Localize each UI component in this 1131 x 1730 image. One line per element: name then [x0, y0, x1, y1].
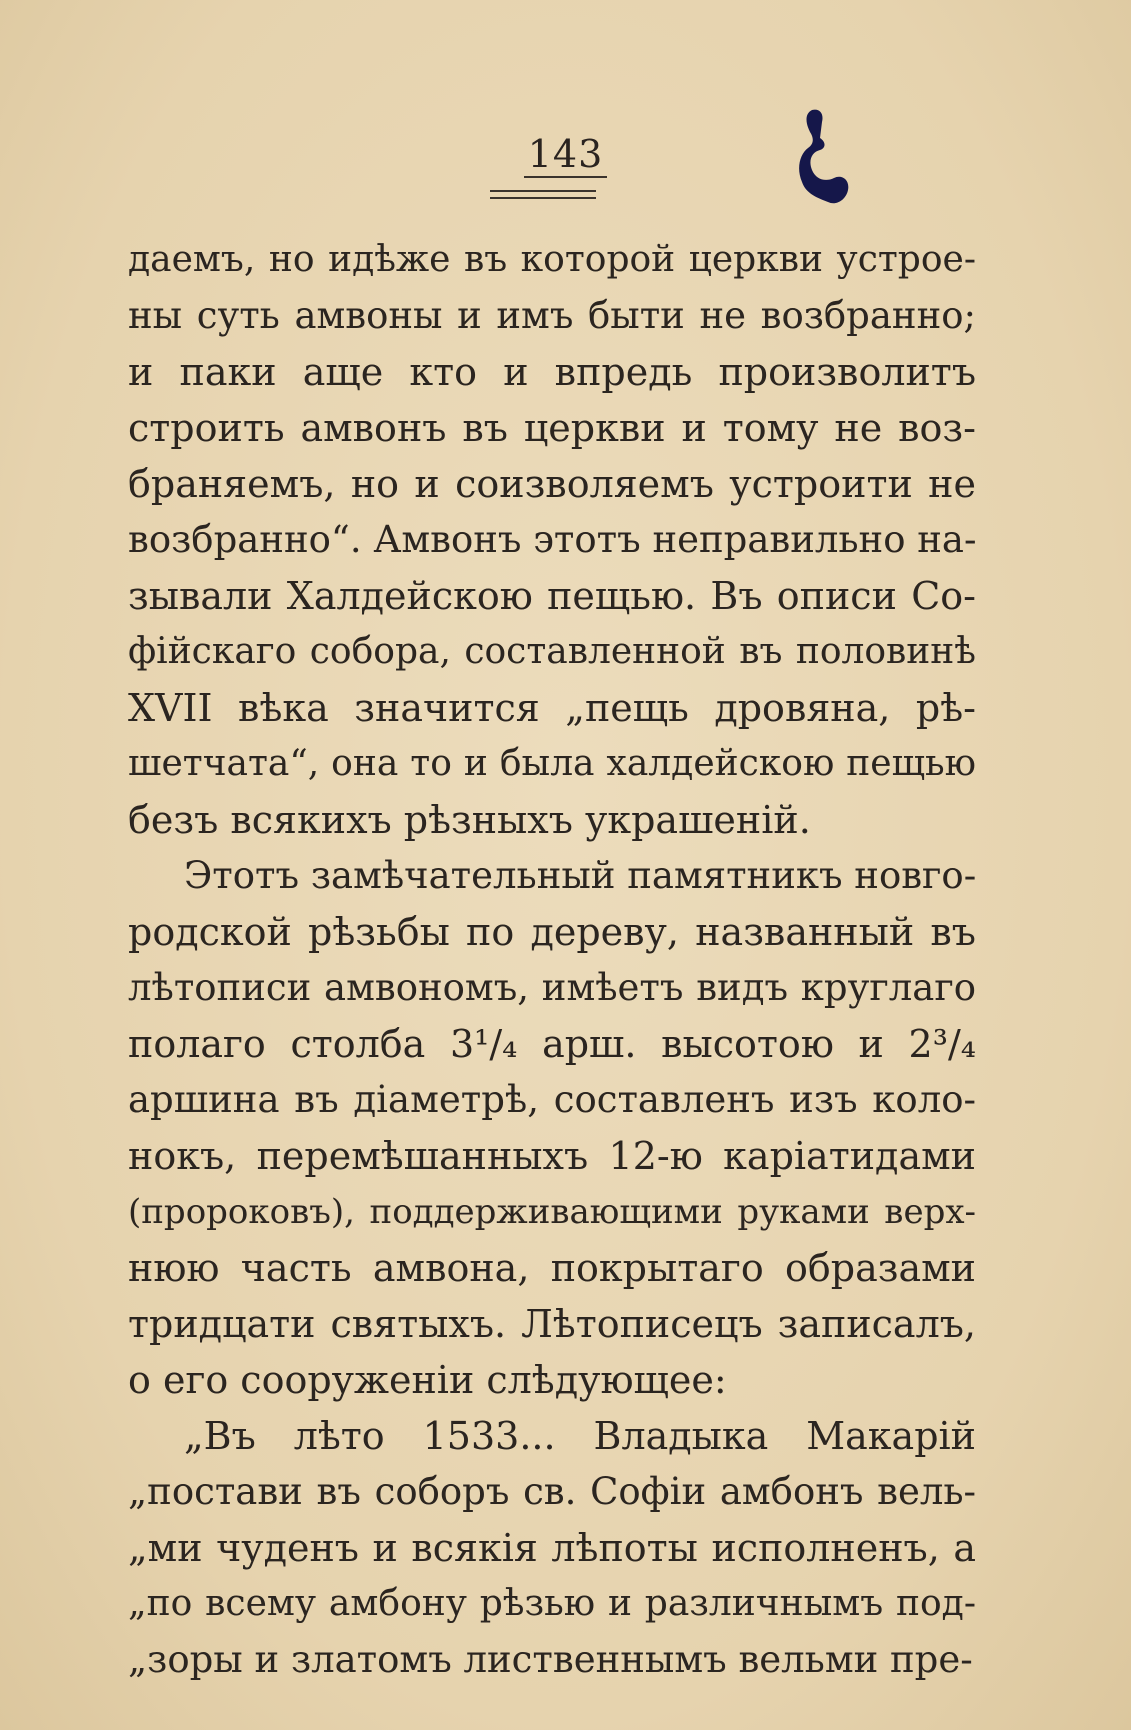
text-line: возбранно“. Амвонъ этотъ неправильно на-: [128, 518, 977, 561]
text-line: и паки аще кто и впредь произволитъ: [128, 350, 976, 394]
text-line: родской рѣзьбы по дереву, названный въ: [128, 910, 976, 954]
text-line: аршина въ діаметрѣ, составленъ изъ коло-: [128, 1078, 976, 1121]
text-line: нюю часть амвона, покрытаго образами: [128, 1246, 976, 1290]
text-line: фійскаго собора, составленной въ половинѣ: [128, 631, 976, 672]
paragraph: [128, 232, 976, 848]
text-line: о его сооруженіи слѣдующее:: [128, 1358, 727, 1402]
text-line: браняемъ, но и соизволяемъ устроити не: [128, 462, 976, 506]
text-line: „зоры и златомъ лиственнымъ вельми пре-: [128, 1638, 973, 1681]
header-rule: [490, 190, 596, 192]
body-text: [128, 232, 976, 1688]
text-line: тридцати святыхъ. Лѣтописецъ записалъ,: [128, 1302, 976, 1346]
text-line: безъ всякихъ рѣзныхъ украшеній.: [128, 798, 811, 842]
text-line: Этотъ замѣчательный памятникъ новго-: [184, 854, 977, 897]
text-line: нокъ, перемѣшанныхъ 12-ю каріатидами: [128, 1134, 976, 1178]
paragraph: [128, 848, 976, 1408]
text-line: шетчата“, она то и была халдейскою пещью: [128, 743, 976, 784]
text-line: полаго столба 3¹/₄ арш. высотою и 2³/₄: [128, 1022, 976, 1066]
page-number-text: 143: [524, 132, 608, 178]
text-line: „ми чуденъ и всякія лѣпоты исполненъ, а: [128, 1526, 976, 1570]
page-number: [0, 132, 1131, 178]
ink-blot-mark: [790, 108, 860, 208]
text-line: даемъ, но идѣже въ которой церкви устрое-: [128, 239, 976, 280]
text-line: ны суть амвоны и имъ быти не возбранно;: [128, 294, 976, 337]
text-line: „постави въ соборъ св. Софіи амбонъ вель-: [128, 1470, 976, 1513]
text-line: строить амвонъ въ церкви и тому не воз-: [128, 406, 976, 450]
text-line: лѣтописи амвономъ, имѣетъ видъ круглаго: [128, 966, 976, 1009]
paragraph: [128, 1408, 976, 1688]
text-line: „по всему амбону рѣзью и различнымъ под-: [128, 1583, 976, 1624]
text-line: (пророковъ), поддерживающими руками верх-: [128, 1192, 976, 1232]
text-line: зывали Халдейскою пещью. Въ описи Со-: [128, 574, 976, 618]
text-line: XVII вѣка значится „пещь дровяна, рѣ-: [128, 686, 976, 730]
header-rule: [490, 197, 596, 199]
text-line: „Въ лѣто 1533... Владыка Макарій: [184, 1414, 976, 1458]
